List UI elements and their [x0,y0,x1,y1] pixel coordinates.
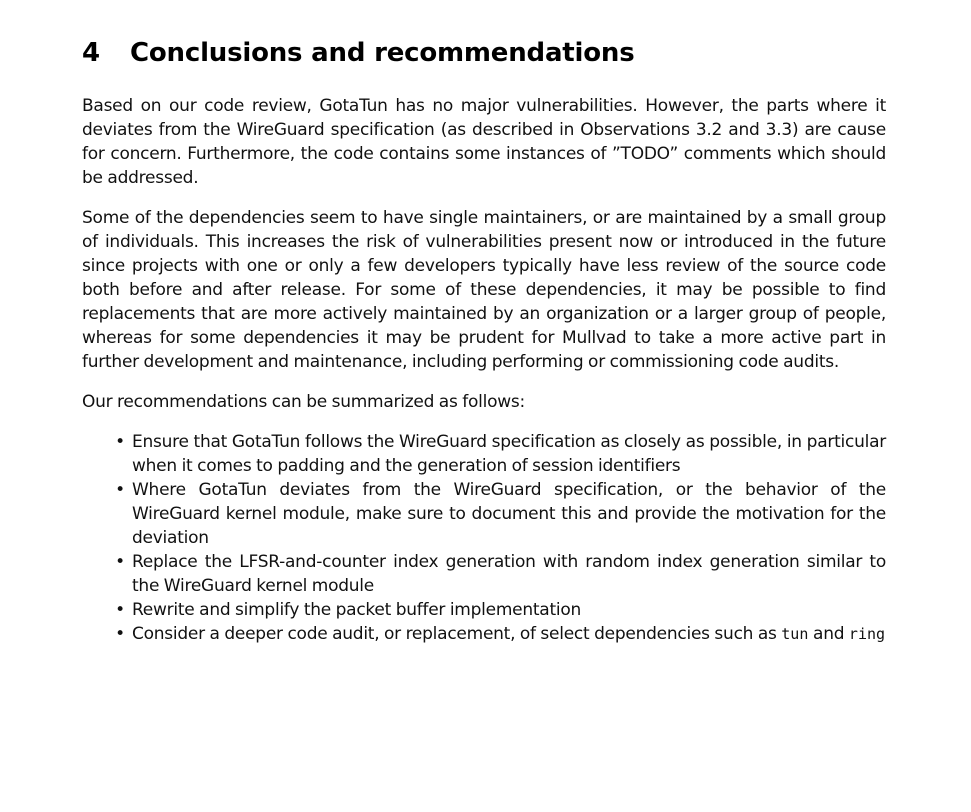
recommendation-text: Replace the LFSR-and-counter index generation with random index generation similar to the WireGuard kernel module [132,552,886,596]
recommendation-text: Where GotaTun deviates from the WireGuard specification, or the behavior of the WireGuard kernel module, make sure to document this and provide the motivation for the deviation [132,480,886,548]
list-item [115,550,886,598]
recommendation-text-before: Consider a deeper code audit, or replacement, of select dependencies such as [132,624,782,644]
bullet-icon: • [115,432,125,452]
bullet-icon: • [115,624,125,644]
list-item [115,478,886,550]
recommendation-text: Ensure that GotaTun follows the WireGuard specification as closely as possible, in particular when it comes to padding and the generation of session identifiers [132,432,886,476]
section-title: Conclusions and recommendations [130,38,635,68]
document-page [82,34,886,646]
recommendations-list [82,430,886,646]
section-heading [82,34,886,72]
bullet-icon: • [115,600,125,620]
paragraph-review-summary: Based on our code review, GotaTun has no major vulnerabilities. However, the parts where it deviates from the WireGuard specification (as described in Observations 3.2 and 3.3) are cause for concern. Furthermore, the code contains some instances of ”TODO” comments which should be addressed. [82,96,886,188]
list-item [115,430,886,478]
recommendation-text: Rewrite and simplify the packet buffer implementation [132,600,582,620]
recommendation-text-between: and [808,624,849,644]
list-item [115,622,886,646]
paragraph-summary-intro: Our recommendations can be summarized as follows: [82,392,525,412]
code-tun: tun [781,625,809,643]
bullet-icon: • [115,480,125,500]
paragraph-dependencies: Some of the dependencies seem to have single maintainers, or are maintained by a small group of individuals. This increases the risk of vulnerabilities present now or introduced in the future since projects with one or only a few developers typically have less review of the source code both before and after release. For some of these dependencies, it may be possible to find replacements that are more actively maintained by an organization or a larger group of people, whereas for some dependencies it may be prudent for Mullvad to take a more active part in further development and maintenance, including performing or commissioning code audits. [82,208,886,372]
bullet-icon: • [115,552,125,572]
code-ring: ring [848,625,886,643]
list-item [115,598,886,622]
section-number: 4 [82,38,100,68]
